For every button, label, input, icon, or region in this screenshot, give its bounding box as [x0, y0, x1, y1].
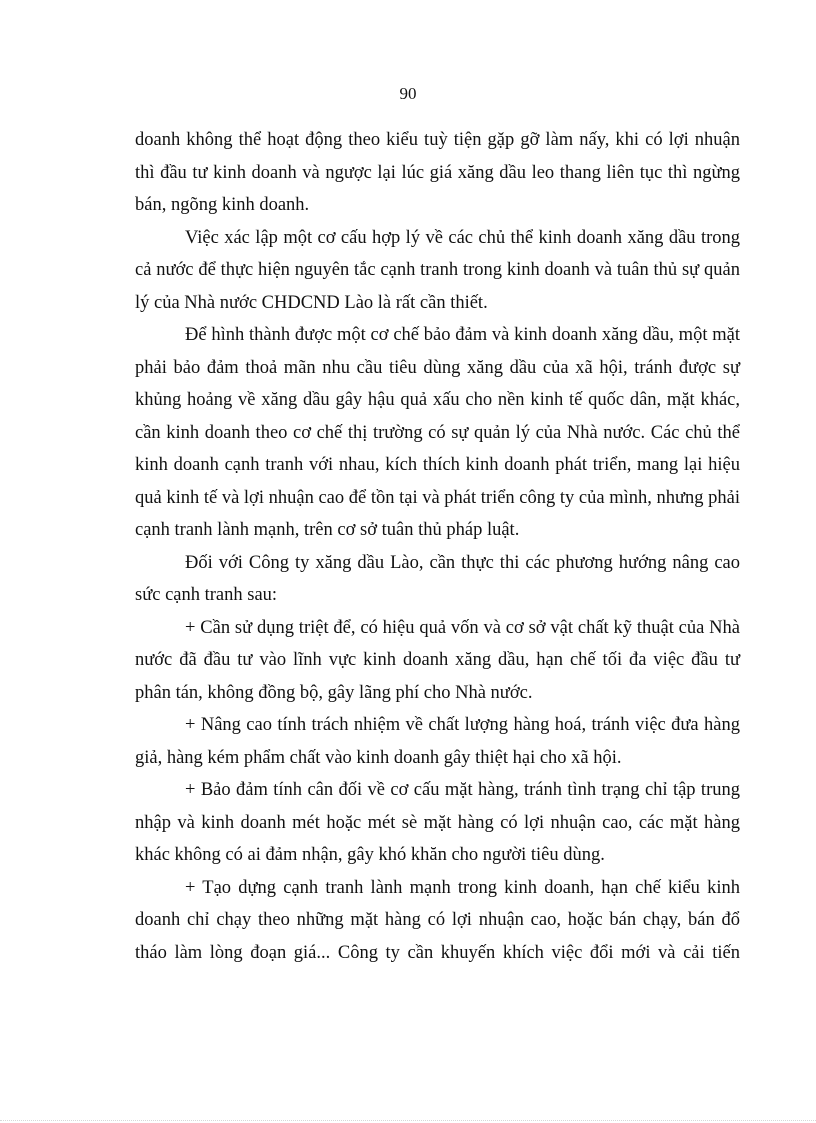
page-number: 90 [399, 84, 417, 103]
list-paragraph: + Nâng cao tính trách nhiệm về chất lượng hàng hoá, tránh việc đưa hàng giả, hàng kém phẩm chất vào kinh doanh gây thiệt hại cho xã hội. [135, 715, 740, 768]
list-paragraph: + Cần sử dụng triệt để, có hiệu quả vốn và cơ sở vật chất kỹ thuật của Nhà nước đã đầu tư vào lĩnh vực kinh doanh xăng dầu, hạn chế tối đa việc đầu tư phân tán, không đồng bộ, gây lãng phí cho Nhà nước. [135, 617, 740, 703]
paragraph: Để hình thành được một cơ chế bảo đảm và kinh doanh xăng dầu, một mặt phải bảo đảm thoả mãn nhu cầu tiêu dùng xăng dầu của xã hội, tránh được sự khủng hoảng về xăng dầu gây hậu quả xấu cho nền kinh tế quốc dân, mặt khác, cần kinh doanh theo cơ chế thị trường có sự quản lý của Nhà nước. Các chủ thể kinh doanh cạnh tranh với nhau, kích thích kinh doanh phát triển, mang lại hiệu quả kinh tế và lợi nhuận cao để tồn tại và phát triển công ty của mình, nhưng phải cạnh tranh lành mạnh, trên cơ sở tuân thủ pháp luật. [135, 325, 740, 540]
paragraph-continuation: doanh không thể hoạt động theo kiểu tuỳ tiện gặp gỡ làm nấy, khi có lợi nhuận thì đầu tư kinh doanh và ngược lại lúc giá xăng dầu leo thang liên tục thì ngừng bán, ngõng kinh doanh. [135, 130, 740, 215]
paragraph: Đối với Công ty xăng dầu Lào, cần thực thi các phương hướng nâng cao sức cạnh tranh sau: [135, 552, 740, 605]
paragraph: Việc xác lập một cơ cấu hợp lý về các chủ thể kinh doanh xăng dầu trong cả nước để thực hiện nguyên tắc cạnh tranh trong kinh doanh và tuân thủ sự quản lý của Nhà nước CHDCND Lào là rất cần thiết. [135, 227, 740, 313]
list-paragraph: + Bảo đảm tính cân đối về cơ cấu mặt hàng, tránh tình trạng chỉ tập trung nhập và kinh doanh mét hoặc mét sè mặt hàng có lợi nhuận cao, các mặt hàng khác không có ai đảm nhận, gây khó khăn cho người tiêu dùng. [135, 780, 740, 865]
page-bottom-divider [0, 1120, 816, 1121]
body-text [135, 124, 740, 969]
list-paragraph: + Tạo dựng cạnh tranh lành mạnh trong kinh doanh, hạn chế kiểu kinh doanh chỉ chạy theo những mặt hàng có lợi nhuận cao, hoặc bán chạy, bán đổ tháo làm lòng đoạn giá... Công ty cần khuyến khích việc đổi mới và cải tiến [135, 877, 740, 963]
